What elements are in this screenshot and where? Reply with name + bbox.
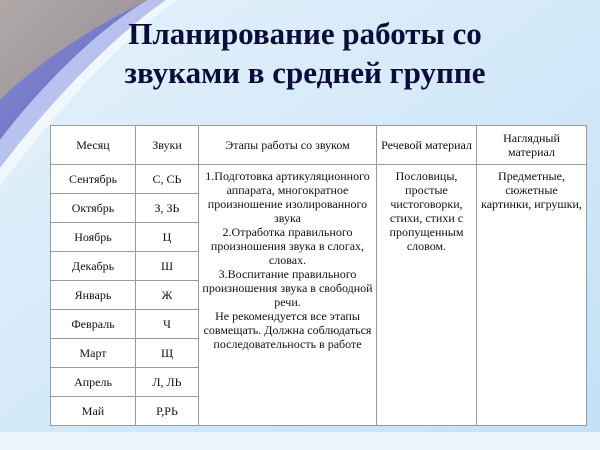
month-cell: Январь <box>51 281 136 310</box>
slide-title: Планирование работы со звуками в средней группе <box>124 16 486 90</box>
header-sounds: Звуки <box>136 126 199 165</box>
planning-table <box>50 125 587 426</box>
header-visual-material: Наглядный материал <box>477 126 587 165</box>
sound-cell: Л, ЛЬ <box>136 368 199 397</box>
header-speech-material: Речевой материал <box>377 126 477 165</box>
month-cell: Октябрь <box>51 194 136 223</box>
stage-1: 1.Подготовка артикуляционного аппарата, многократное произношение изолированного звука <box>205 169 370 225</box>
month-cell: Февраль <box>51 310 136 339</box>
sound-cell: Ч <box>136 310 199 339</box>
speech-material-cell: Пословицы, простые чистоговорки, стихи, стихи с пропущенным словом. <box>377 165 477 426</box>
month-cell: Ноябрь <box>51 223 136 252</box>
month-cell: Декабрь <box>51 252 136 281</box>
sound-cell: Щ <box>136 339 199 368</box>
month-cell: Апрель <box>51 368 136 397</box>
stage-2: 2.Отработка правильного произношения звука в слогах, словах. <box>210 225 365 267</box>
stage-3: 3.Воспитание правильного произношения звука в свободной речи. <box>202 267 373 309</box>
header-stages: Этапы работы со звуком <box>199 126 377 165</box>
header-month: Месяц <box>51 126 136 165</box>
month-cell: Сентябрь <box>51 165 136 194</box>
sound-cell: Ц <box>136 223 199 252</box>
sound-cell: С, СЬ <box>136 165 199 194</box>
stages-cell <box>199 165 377 426</box>
sound-cell: З, ЗЬ <box>136 194 199 223</box>
table-header-row <box>51 126 587 165</box>
month-cell: Март <box>51 339 136 368</box>
sound-cell: Ж <box>136 281 199 310</box>
bottom-strip <box>0 432 600 450</box>
visual-material-cell: Предметные, сюжетные картинки, игрушки, <box>477 165 587 426</box>
sound-cell: Ш <box>136 252 199 281</box>
table-row <box>51 165 587 194</box>
month-cell: Май <box>51 397 136 426</box>
sound-cell: Р,РЬ <box>136 397 199 426</box>
stages-note: Не рекомендуется все этапы совмещать. Должна соблюдаться последовательность в работе <box>203 309 372 351</box>
